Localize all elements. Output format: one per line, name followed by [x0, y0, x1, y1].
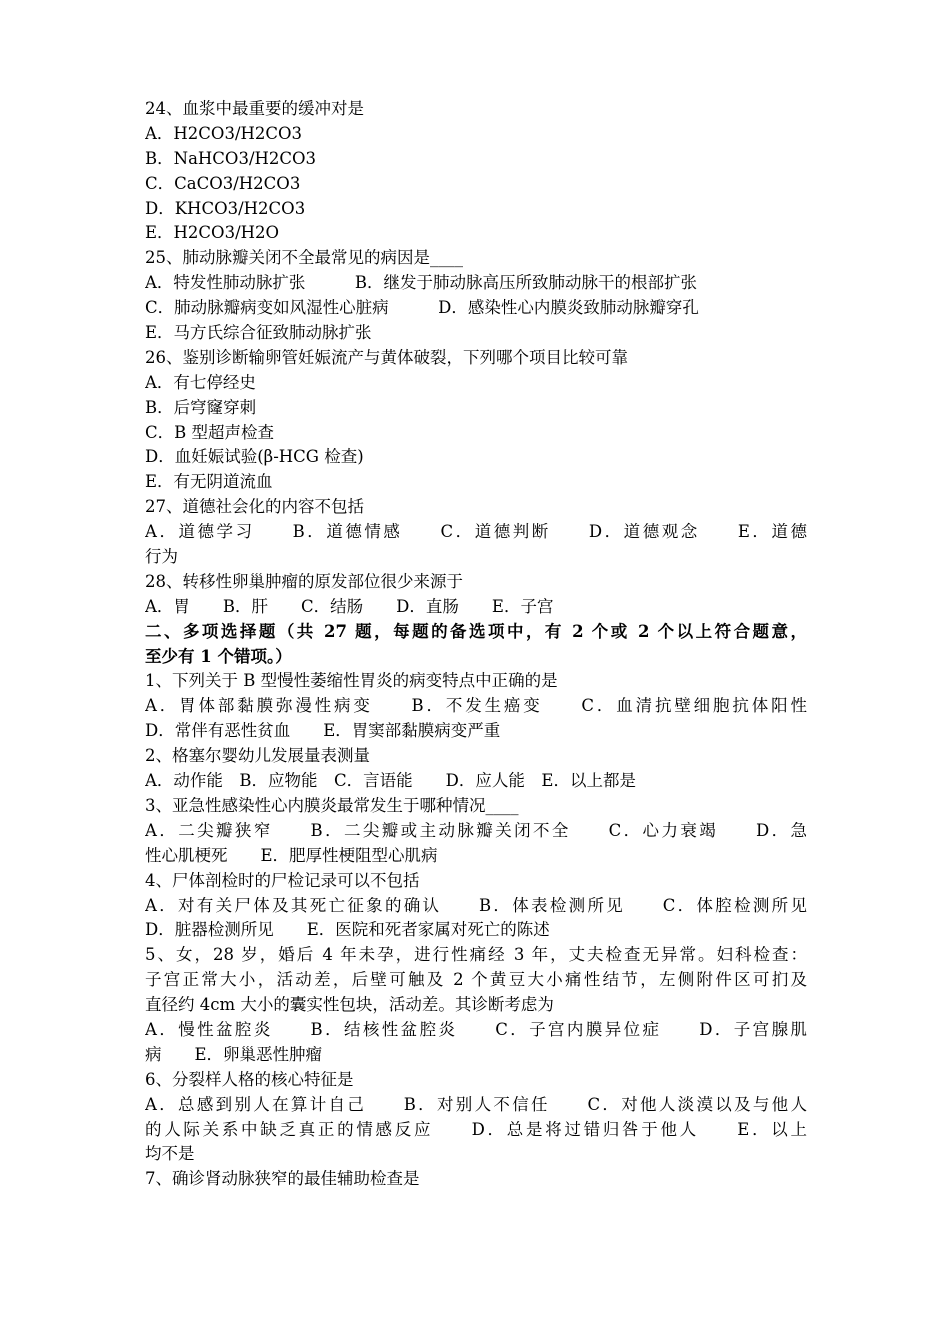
text-line: 1、下列关于 B 型慢性萎缩性胃炎的病变特点中正确的是	[145, 671, 558, 691]
text-line: A．胃体部黏膜弥漫性病变 B．不发生癌变 C．血清抗壁细胞抗体阳性	[145, 696, 807, 716]
document-body	[145, 97, 807, 1192]
text-line: A．二尖瓣狭窄 B．二尖瓣或主动脉瓣关闭不全 C．心力衰竭 D．急	[145, 820, 807, 840]
text-line: B．后穹窿穿刺	[145, 397, 257, 417]
text-line: 6、分裂样人格的核心特征是	[145, 1069, 354, 1089]
text-line: 24、血浆中最重要的缓冲对是	[145, 99, 364, 118]
text-line: 28、转移性卵巢肿瘤的原发部位很少来源于	[145, 571, 463, 591]
text-line: 5、女，28 岁，婚后 4 年未孕，进行性痛经 3 年，丈夫检查无异常。妇科检查：	[145, 945, 807, 965]
text-line: D．血妊娠试验(β-HCG 检查)	[145, 447, 364, 467]
text-line: A．慢性盆腔炎 B．结核性盆腔炎 C．子宫内膜异位症 D．子宫腺肌	[145, 1019, 807, 1039]
text-line: 性心肌梗死 E．肥厚性梗阻型心肌病	[145, 845, 438, 865]
text-line: 4、尸体剖检时的尸检记录可以不包括	[145, 870, 420, 890]
text-line: 7、确诊肾动脉狭窄的最佳辅助检查是	[145, 1169, 420, 1189]
text-line: E．马方氏综合征致肺动脉扩张	[145, 323, 372, 343]
text-line: 行为	[145, 547, 178, 567]
text-line: E．有无阴道流血	[145, 472, 273, 492]
text-line: A．H2CO3/H2CO3	[145, 123, 303, 143]
text-line: A．动作能 B．应物能 C．言语能 D．应人能 E．以上都是	[145, 771, 636, 791]
text-line: C．肺动脉瓣病变如风湿性心脏病 D．感染性心内膜炎致肺动脉瓣穿孔	[145, 298, 699, 318]
text-line: 2、格塞尔婴幼儿发展量表测量	[145, 746, 370, 766]
text-line: 二、多项选择题（共 27 题，每题的备选项中，有 2 个或 2 个以上符合题意，	[145, 621, 807, 641]
text-line: A．有七停经史	[145, 372, 256, 392]
text-line: A．特发性肺动脉扩张 B．继发于肺动脉高压所致肺动脉干的根部扩张	[145, 273, 698, 293]
text-line: E．H2CO3/H2O	[145, 223, 280, 243]
text-line: 直径约 4cm 大小的囊实性包块，活动差。其诊断考虑为	[145, 995, 554, 1015]
text-line: 27、道德社会化的内容不包括	[145, 497, 364, 517]
text-line: 25、肺动脉瓣关闭不全最常见的病因是____	[145, 248, 463, 268]
text-line: 均不是	[145, 1144, 195, 1164]
text-line: B．NaHCO3/H2CO3	[145, 148, 317, 168]
text-line: D．常伴有恶性贫血 E．胃窦部黏膜病变严重	[145, 721, 501, 741]
text-line: D．脏器检测所见 E．医院和死者家属对死亡的陈述	[145, 920, 550, 940]
text-line: A．总感到别人在算计自己 B．对别人不信任 C．对他人淡漠以及与他人	[145, 1094, 807, 1114]
text-line: C．B 型超声检查	[145, 422, 274, 442]
text-line: A．对有关尸体及其死亡征象的确认 B．体表检测所见 C．体腔检测所见	[145, 895, 807, 915]
text-line: 26、鉴别诊断输卵管妊娠流产与黄体破裂，下列哪个项目比较可靠	[145, 347, 628, 367]
text-line: 至少有 1 个错项。）	[145, 646, 292, 666]
text-line: 3、亚急性感染性心内膜炎最常发生于哪种情况____	[145, 795, 519, 815]
text-line: A．胃 B．肝 C．结肠 D．直肠 E．子宫	[145, 596, 554, 616]
text-line: A．道德学习 B．道德情感 C．道德判断 D．道德观念 E．道德	[145, 522, 807, 542]
text-line: C．CaCO3/H2CO3	[145, 173, 301, 193]
text-line: 病 E．卵巢恶性肿瘤	[145, 1044, 323, 1064]
text-line: 的人际关系中缺乏真正的情感反应 D．总是将过错归咎于他人 E．以上	[145, 1119, 807, 1139]
text-line: D．KHCO3/H2CO3	[145, 198, 306, 218]
text-line: 子宫正常大小，活动差，后壁可触及 2 个黄豆大小痛性结节，左侧附件区可扪及	[145, 970, 807, 990]
